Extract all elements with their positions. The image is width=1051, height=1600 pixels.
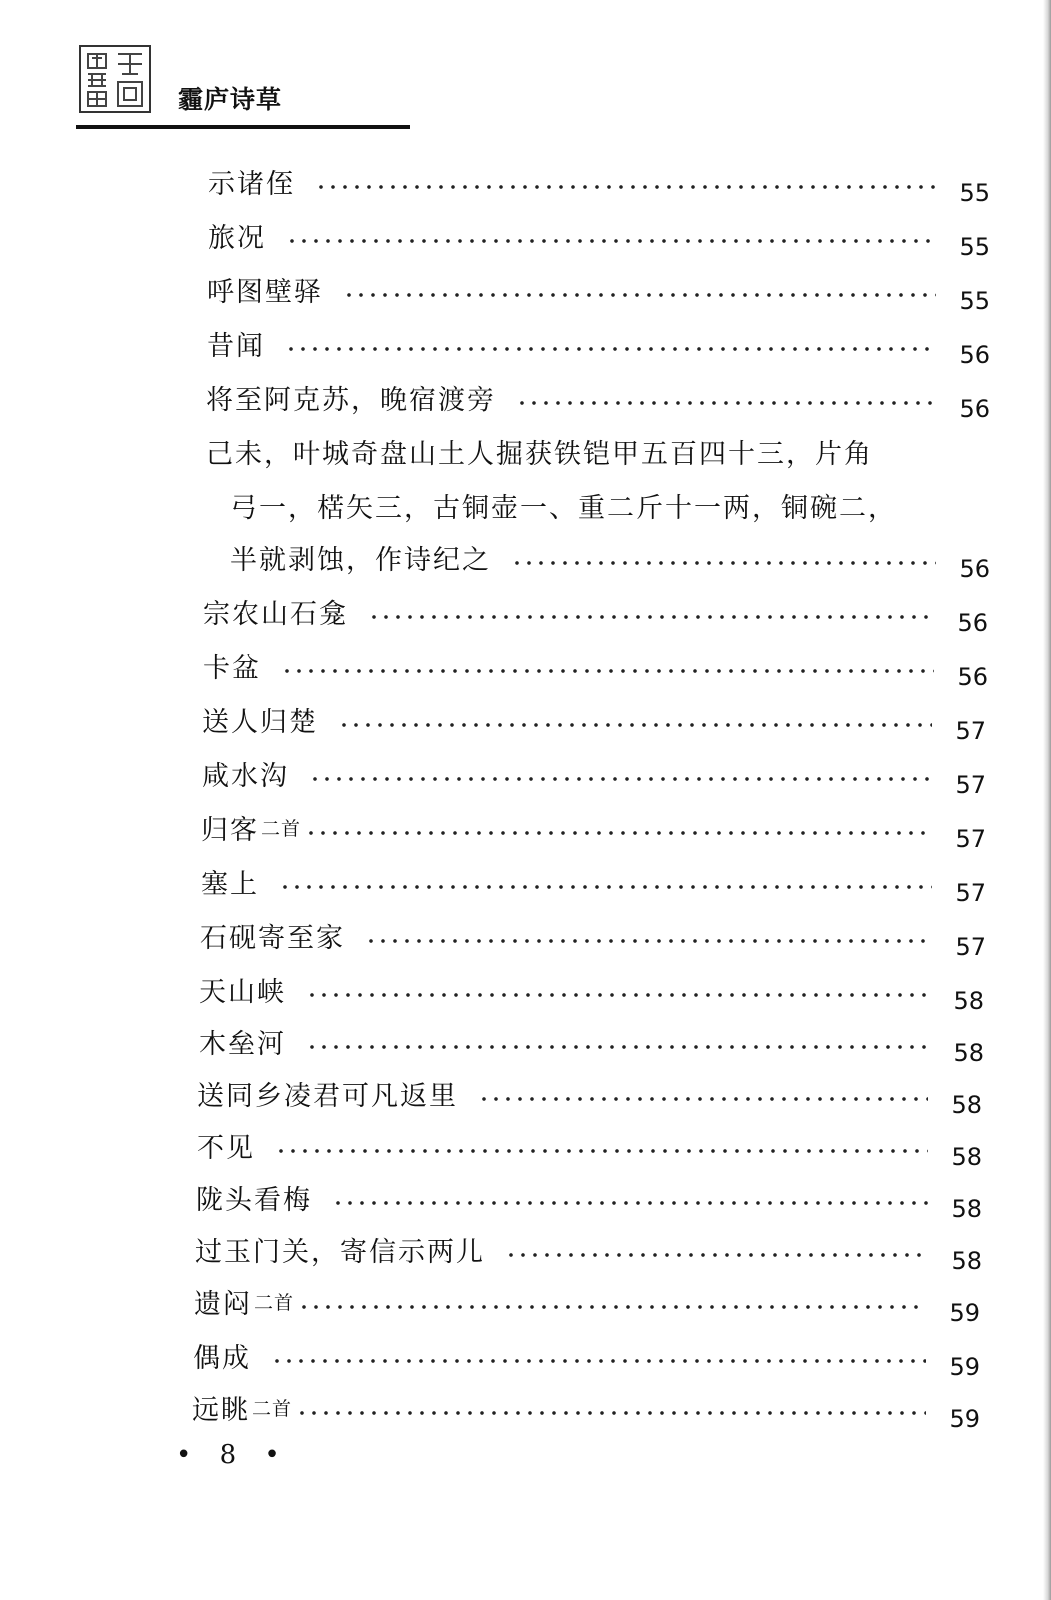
toc-entry-title: 陇头看梅: [196, 1185, 312, 1216]
toc-entry-title-line: 弓一，楛矢三，古铜壶一、重二斤十一两，铜碗二，: [230, 493, 897, 524]
toc-entry[interactable]: [193, 1336, 980, 1381]
toc-entry[interactable]: [200, 916, 986, 961]
toc-entry[interactable]: [199, 970, 984, 1015]
dot-leader: [343, 291, 936, 299]
dot-leader: [285, 345, 936, 353]
toc-entry[interactable]: [194, 1282, 980, 1327]
toc-entry-page: 59: [949, 1353, 980, 1381]
toc-entry-page: 58: [953, 1039, 984, 1067]
toc-entry-title: 天山峡: [199, 977, 286, 1008]
toc-entry-title: 卡盆: [203, 653, 261, 684]
toc-entry-page: 58: [953, 987, 984, 1015]
toc-entry-title: 半就剥蚀，作诗纪之: [230, 545, 491, 576]
dot-leader: [298, 1303, 926, 1311]
dot-leader: [478, 1095, 928, 1103]
running-header-title: 霾庐诗草: [178, 85, 283, 114]
toc-entry[interactable]: [203, 592, 988, 637]
toc-entry-page: 58: [951, 1143, 982, 1171]
dot-leader: [306, 991, 930, 999]
toc-entry-title: 过玉门关，寄信示两儿: [195, 1237, 485, 1268]
dot-leader: [365, 937, 932, 945]
dot-leader: [332, 1199, 928, 1207]
toc-entry[interactable]: [195, 1230, 982, 1275]
dot-leader: [271, 1357, 926, 1365]
toc-entry-title: 偶成: [193, 1343, 251, 1374]
toc-entry[interactable]: [196, 1178, 982, 1223]
toc-entry[interactable]: [207, 324, 990, 369]
toc-entry-page: 56: [957, 663, 988, 691]
toc-entry-page: 55: [959, 287, 990, 315]
toc-entry[interactable]: [208, 216, 990, 261]
dot-leader: [286, 237, 936, 245]
dot-leader: [516, 399, 936, 407]
toc-entry-page: 56: [957, 609, 988, 637]
toc-entry[interactable]: [207, 270, 990, 315]
toc-entry[interactable]: [199, 1022, 984, 1067]
toc-entry-page: 58: [951, 1195, 982, 1223]
toc-entry-page: 57: [955, 771, 986, 799]
toc-entry-title: 呼图壁驿: [207, 277, 323, 308]
dot-leader: [505, 1251, 928, 1259]
dot-leader: [315, 183, 936, 191]
toc-entry-page: 59: [949, 1299, 980, 1327]
dot-leader: [306, 1043, 930, 1051]
toc-entry-note: 二首: [261, 818, 302, 840]
toc-entry-title: 将至阿克苏，晚宿渡旁: [206, 385, 496, 416]
toc-entry-page: 55: [959, 179, 990, 207]
toc-entry-title: 送同乡凌君可凡返里: [197, 1081, 458, 1112]
dot-leader: [309, 775, 932, 783]
toc-entry[interactable]: [192, 1388, 980, 1433]
toc-entry-title: 示诸侄: [208, 169, 295, 200]
toc-entry[interactable]: [202, 700, 986, 745]
dot-leader: [338, 721, 932, 729]
toc-entry-page: 56: [959, 341, 990, 369]
toc-entry-page: 59: [949, 1405, 980, 1433]
toc-entry-page: 58: [951, 1091, 982, 1119]
dot-leader: [296, 1409, 926, 1417]
toc-entry-page: 58: [951, 1247, 982, 1275]
toc-entry-title: 旅况: [208, 223, 266, 254]
toc-entry[interactable]: [206, 378, 990, 423]
toc-entry-title-line: 己未，叶城奇盘山土人掘获铁铠甲五百四十三，片角: [206, 439, 873, 470]
dot-leader: [279, 883, 932, 891]
toc-entry[interactable]: [208, 162, 990, 207]
toc-entry-page: 57: [955, 717, 986, 745]
toc-entry[interactable]: [197, 1126, 982, 1171]
toc-entry-page: 56: [959, 555, 990, 583]
toc-entry-page: 55: [959, 233, 990, 261]
toc-entry[interactable]: [230, 538, 990, 583]
toc-entry-title: 不见: [197, 1133, 255, 1164]
toc-entry-title: 远眺: [192, 1395, 250, 1426]
dot-leader: [281, 667, 934, 675]
dot-leader: [511, 559, 936, 567]
toc-entry-title: 宗农山石龛: [203, 599, 348, 630]
toc-entry[interactable]: [202, 754, 986, 799]
toc-entry-title: 遗闷: [194, 1289, 252, 1320]
toc-entry-title: 石砚寄至家: [200, 923, 345, 954]
toc-entry-note: 二首: [252, 1398, 293, 1420]
dot-leader: [305, 829, 932, 837]
toc-entry[interactable]: [201, 808, 986, 853]
dot-leader: [275, 1147, 928, 1155]
dot-leader: [368, 613, 934, 621]
toc-entry-page: 57: [955, 879, 986, 907]
toc-entry-title: 塞上: [201, 869, 259, 900]
toc-entry-page: 57: [955, 933, 986, 961]
toc-entry-title: 送人归楚: [202, 707, 318, 738]
toc-entry-page: 57: [955, 825, 986, 853]
toc-entry[interactable]: [203, 646, 988, 691]
toc-entry-note: 二首: [254, 1292, 295, 1314]
toc-entry[interactable]: [201, 862, 986, 907]
toc-entry-page: 56: [959, 395, 990, 423]
toc-entry-title: 木垒河: [199, 1029, 286, 1060]
toc-entry-title: 昔闻: [207, 331, 265, 362]
toc-entry-title: 归客: [201, 815, 259, 846]
page-number: • 8 •: [176, 1440, 290, 1470]
toc-entry[interactable]: [197, 1074, 982, 1119]
toc-entry-title: 咸水沟: [202, 761, 289, 792]
